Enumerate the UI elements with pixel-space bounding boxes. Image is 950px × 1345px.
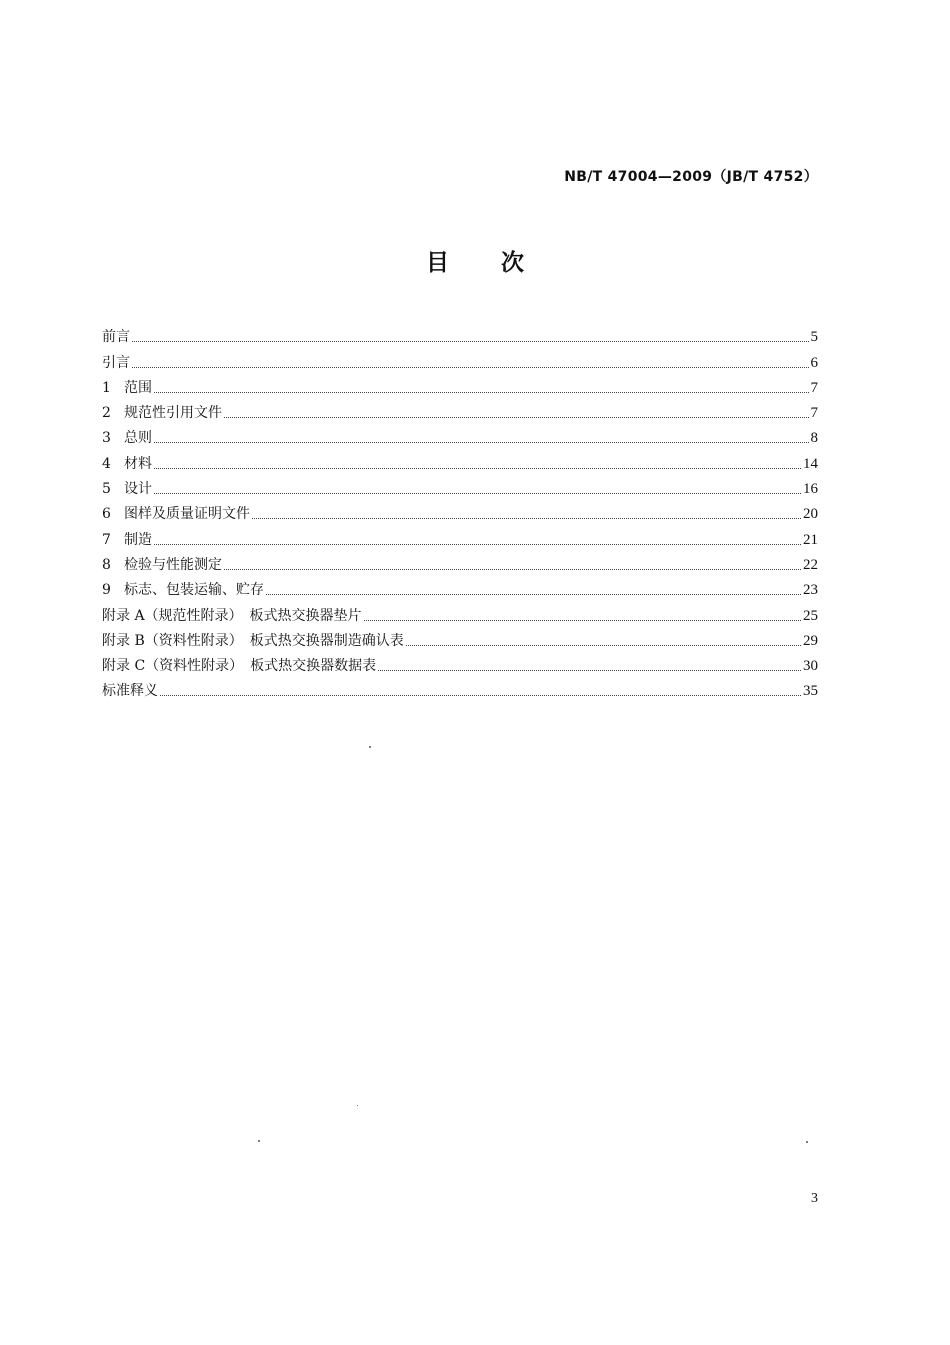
toc-entry-page: 14: [803, 455, 818, 472]
toc-entry-label: [102, 379, 152, 397]
toc-entry-page: 8: [810, 430, 818, 447]
toc-entry-label: [102, 632, 404, 650]
toc-entry[interactable]: [102, 346, 818, 371]
toc-entry[interactable]: [102, 372, 818, 397]
toc-entry-label: [102, 556, 222, 574]
toc-entry-number: 7: [102, 531, 111, 548]
toc-entry[interactable]: [102, 321, 818, 346]
toc-entry-label: [102, 607, 362, 625]
toc-entry-text: 引言: [102, 354, 130, 371]
toc-leader-dots: [364, 620, 801, 621]
toc-entry-label: [102, 657, 376, 675]
toc-entry-text: 总则: [124, 430, 152, 447]
toc-leader-dots: [154, 544, 801, 545]
toc-entry-label: [102, 429, 152, 447]
toc-entry-number: 5: [102, 481, 111, 498]
toc-entry-label: [102, 531, 152, 549]
toc-entry-page: 30: [803, 658, 818, 675]
toc-entry-number: 3: [102, 430, 111, 447]
toc-leader-dots: [132, 341, 809, 342]
toc-entry-number: 8: [102, 556, 111, 573]
toc-entry-page: 16: [803, 481, 818, 498]
toc-entry-page: 7: [810, 405, 818, 422]
toc-entry-page: 25: [803, 607, 818, 624]
toc-entry-label: [102, 328, 130, 346]
toc-entry-number: 2: [102, 405, 111, 422]
toc-leader-dots: [224, 569, 801, 570]
toc-entry[interactable]: [102, 574, 818, 599]
toc-leader-dots: [132, 367, 809, 368]
toc-leader-dots: [378, 670, 801, 671]
toc-entry[interactable]: [102, 650, 818, 675]
toc-entry-text: 检验与性能测定: [124, 556, 222, 573]
scan-speck: [806, 1141, 808, 1143]
toc-entry-page: 20: [803, 506, 818, 523]
toc-entry[interactable]: [102, 422, 818, 447]
toc-entry-text: 前言: [102, 329, 130, 346]
toc-entry-text: 附录 C（资料性附录） 板式热交换器数据表: [102, 658, 377, 675]
toc-entry[interactable]: [102, 625, 818, 650]
toc-leader-dots: [406, 645, 801, 646]
toc-entry-label: [102, 480, 152, 498]
toc-entry-number: 9: [102, 582, 111, 599]
toc-entry[interactable]: [102, 549, 818, 574]
toc-entry-number: 6: [102, 506, 111, 523]
toc-leader-dots: [224, 417, 809, 418]
toc-leader-dots: [154, 493, 801, 494]
toc-entry-text: 附录 A（规范性附录） 板式热交换器垫片: [102, 607, 362, 624]
toc-entry-label: [102, 505, 250, 523]
toc-entry-text: 设计: [124, 481, 152, 498]
toc-entry-page: 23: [803, 582, 818, 599]
toc-entry-page: 7: [810, 379, 818, 396]
toc-entry-text: 标准释义: [102, 683, 158, 700]
toc-entry[interactable]: [102, 473, 818, 498]
scan-speck: [258, 1140, 260, 1142]
toc-entry[interactable]: [102, 523, 818, 548]
scan-speck: [369, 746, 371, 748]
toc-entry-page: 6: [810, 354, 818, 371]
toc-entry-text: 附录 B（资料性附录） 板式热交换器制造确认表: [102, 632, 404, 649]
toc-entry[interactable]: [102, 599, 818, 624]
toc-entry-page: 35: [803, 683, 818, 700]
page-title: 目次: [426, 250, 576, 276]
toc-entry-text: 图样及质量证明文件: [124, 506, 250, 523]
scan-speck: [357, 1105, 358, 1106]
toc-entry-text: 制造: [124, 531, 152, 548]
toc-entry-number: 4: [102, 455, 111, 472]
toc-entry[interactable]: [102, 447, 818, 472]
toc-entry[interactable]: [102, 675, 818, 700]
toc-entry-label: [102, 455, 152, 473]
toc-entry-label: [102, 682, 158, 700]
toc-leader-dots: [154, 442, 809, 443]
table-of-contents: [102, 321, 818, 700]
toc-entry-text: 规范性引用文件: [124, 405, 222, 422]
toc-entry-page: 22: [803, 556, 818, 573]
page-number: 3: [811, 1191, 818, 1206]
toc-entry-page: 21: [803, 531, 818, 548]
toc-entry-label: [102, 354, 130, 372]
toc-entry-page: 29: [803, 632, 818, 649]
toc-entry-number: 1: [102, 379, 111, 396]
toc-leader-dots: [154, 468, 801, 469]
toc-entry-text: 标志、包装运输、贮存: [124, 582, 264, 599]
toc-entry-text: 材料: [124, 455, 152, 472]
toc-leader-dots: [266, 594, 801, 595]
toc-leader-dots: [154, 392, 809, 393]
toc-entry-label: [102, 581, 264, 599]
toc-entry-label: [102, 404, 222, 422]
toc-entry[interactable]: [102, 397, 818, 422]
toc-leader-dots: [160, 695, 801, 696]
standard-code: NB/T 47004—2009（JB/T 4752）: [564, 169, 818, 185]
toc-entry-page: 5: [810, 329, 818, 346]
toc-leader-dots: [252, 518, 801, 519]
toc-entry-text: 范围: [124, 379, 152, 396]
toc-entry[interactable]: [102, 498, 818, 523]
